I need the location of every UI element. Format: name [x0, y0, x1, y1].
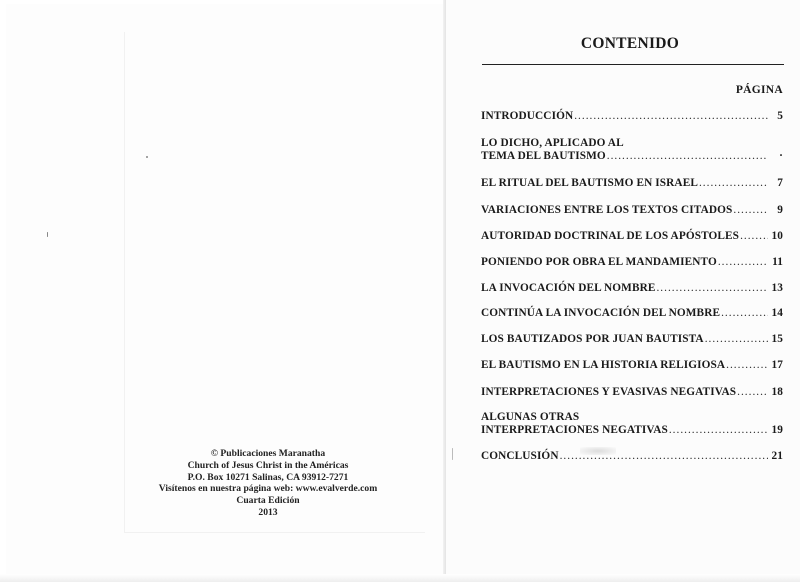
paper-speck	[146, 156, 148, 158]
toc-entry-page: ·	[779, 149, 783, 162]
toc-title: CONTENIDO	[580, 35, 680, 52]
toc-entry	[481, 204, 783, 217]
toc-leader	[669, 424, 768, 437]
toc-entry	[481, 177, 783, 190]
toc-entry-title: EL RITUAL DEL BAUTISMO EN ISRAEL	[481, 177, 698, 189]
toc-divider	[482, 64, 784, 65]
toc-entry-page: 7	[777, 177, 783, 189]
toc-leader	[721, 307, 768, 320]
imprint-website: Visítenos en nuestra página web: www.evalverde.com	[158, 483, 378, 495]
toc-entry	[481, 110, 783, 123]
toc-entry-title: CONCLUSIÓN	[481, 450, 559, 462]
toc-entry-title-line1: ALGUNAS OTRAS	[481, 411, 580, 423]
toc-entry-title: PONIENDO POR OBRA EL MANDAMIENTO	[481, 256, 717, 268]
toc-leader	[737, 386, 768, 399]
toc-entry-title: TEMA DEL BAUTISMO	[481, 149, 606, 162]
toc-entry-title: AUTORIDAD DOCTRINAL DE LOS APÓSTOLES	[481, 230, 740, 242]
toc-leader	[718, 256, 768, 269]
toc-entry-page: 10	[771, 230, 783, 242]
imprint-publisher: © Publicaciones Maranatha	[210, 448, 326, 459]
toc-entry-page: 15	[771, 333, 783, 345]
page-bottom-edge	[0, 574, 800, 582]
toc-entry-title: INTERPRETACIONES NEGATIVAS	[481, 423, 668, 436]
toc-page-header: PÁGINA	[735, 84, 783, 96]
imprint-year: 2013	[258, 506, 278, 518]
toc-entry	[481, 359, 783, 372]
imprint-address: P.O. Box 10271 Salinas, CA 93912-7271	[187, 471, 349, 483]
toc-entry-page: 11	[772, 256, 783, 268]
toc-entry-title: LOS BAUTIZADOS POR JUAN BAUTISTA	[481, 333, 704, 345]
toc-entry-title: LA INVOCACIÓN DEL NOMBRE	[481, 282, 656, 294]
toc-entry-title: INTERPRETACIONES Y EVASIVAS NEGATIVAS	[481, 386, 737, 398]
toc-leader	[726, 359, 768, 372]
toc-entry	[481, 411, 783, 437]
paper-speck	[47, 232, 48, 237]
toc-entry-page: 19	[771, 423, 783, 436]
toc-entry-title: VARIACIONES ENTRE LOS TEXTOS CITADOS	[481, 204, 733, 216]
toc-entry-title-line1: LO DICHO, APLICADO AL	[481, 137, 624, 149]
toc-entry-page: 18	[771, 386, 783, 398]
toc-entry-page: 14	[771, 307, 783, 319]
toc-leader	[574, 110, 768, 123]
toc-entry	[481, 386, 783, 399]
toc-leader	[607, 150, 768, 163]
imprint-edition: Cuarta Edición	[236, 495, 300, 507]
imprint-church: Church of Jesus Christ in the Américas	[187, 459, 349, 471]
toc-entry-page: 5	[777, 110, 783, 122]
toc-entry	[481, 450, 783, 463]
ink-smudge	[580, 447, 616, 455]
toc-entry-title: EL BAUTISMO EN LA HISTORIA RELIGIOSA	[481, 359, 726, 371]
toc-leader	[733, 204, 768, 217]
toc-entry	[481, 230, 783, 243]
toc-entry	[481, 256, 783, 269]
toc-leader	[740, 230, 768, 243]
toc-entry-page: 21	[771, 450, 783, 462]
toc-leader	[699, 177, 768, 190]
toc-entry	[481, 282, 783, 295]
toc-entry	[481, 307, 783, 320]
toc-leader	[656, 282, 768, 295]
toc-entry-page: 9	[777, 204, 783, 216]
paper-speck	[452, 448, 453, 460]
toc-entry-title: INTRODUCCIÓN	[481, 110, 574, 122]
toc-entry	[481, 333, 783, 346]
toc-entry-title: CONTINÚA LA INVOCACIÓN DEL NOMBRE	[481, 307, 721, 319]
toc-entry	[481, 137, 783, 163]
toc-leader	[705, 333, 768, 346]
toc-entry-page: 17	[771, 359, 783, 371]
toc-entry-page: 13	[771, 282, 783, 294]
copyright-imprint	[118, 448, 418, 519]
